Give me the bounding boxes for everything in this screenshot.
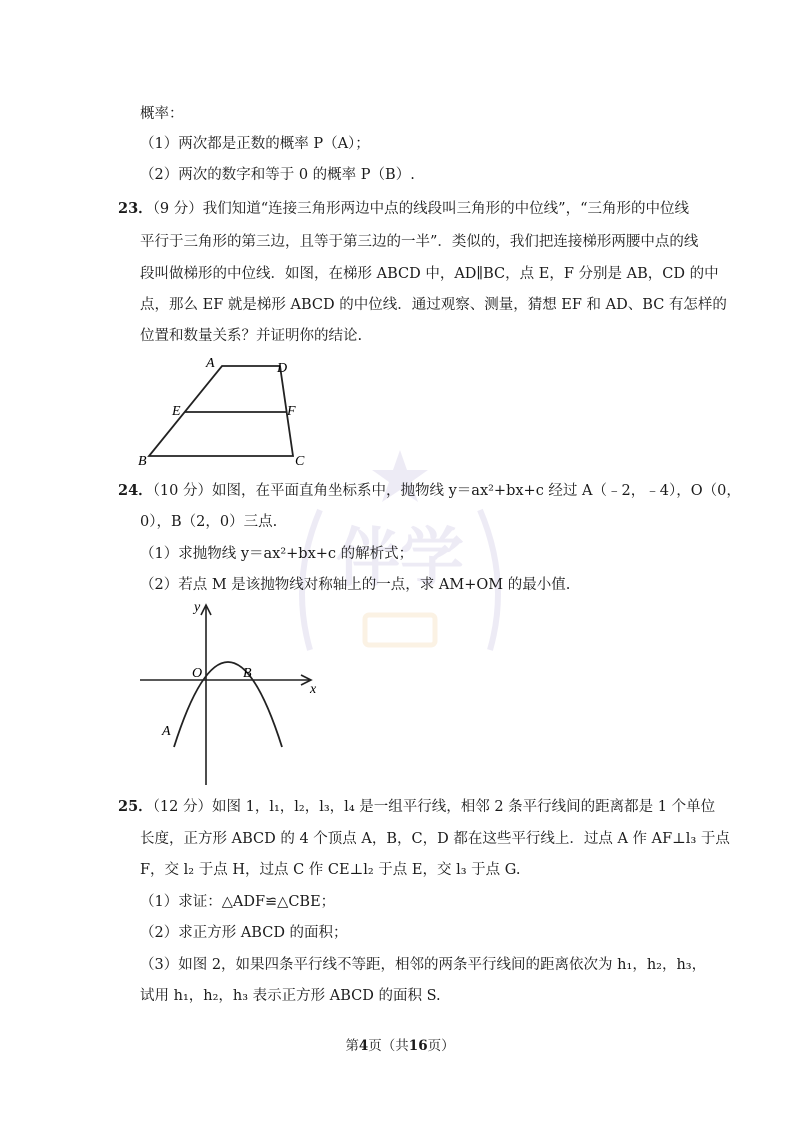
label-a-point: A	[162, 724, 171, 739]
q23-text1: （9 分）我们知道“连接三角形两边中点的线段叫三角形的中位线”，“三角形的中位线	[152, 201, 690, 217]
q25-part1: （1）求证：△ADF≌△CBE；	[140, 894, 336, 910]
label-o: O	[192, 666, 203, 681]
label-f: F	[287, 404, 296, 419]
q24-part1: （1）求抛物线 y＝ax²+bx+c 的解析式；	[140, 546, 414, 562]
line-probability: 概率：	[140, 106, 184, 122]
label-x: x	[310, 682, 317, 697]
q24-text1: （10 分）如图，在平面直角坐标系中，抛物线 y＝ax²+bx+c 经过 A（﹣2，﹣4），O（0，	[152, 483, 741, 499]
label-b: B	[138, 454, 147, 469]
label-c: C	[295, 454, 305, 469]
footer-page-number: 4	[358, 1038, 369, 1054]
q22-part1: （1）两次都是正数的概率 P（A）；	[140, 136, 370, 152]
footer-mid: 页（共	[368, 1038, 409, 1054]
footer-suffix: 页）	[427, 1038, 455, 1054]
q24-line2: 0），B（2，0）三点.	[140, 514, 278, 530]
q24-line1	[118, 481, 741, 501]
page-footer	[0, 1034, 800, 1054]
label-a: A	[206, 356, 215, 371]
q24-number: 24．	[118, 482, 153, 499]
footer-total-pages: 16	[408, 1038, 428, 1054]
q25-line1	[118, 797, 715, 817]
parabola-curve	[174, 662, 282, 747]
q22-part2: （2）两次的数字和等于 0 的概率 P（B）.	[140, 167, 415, 183]
label-y: y	[194, 600, 201, 615]
q23-number: 23．	[118, 200, 153, 217]
q23-line1	[118, 199, 689, 219]
q25-number: 25．	[118, 798, 153, 815]
q23-line5: 位置和数量关系？并证明你的结论.	[140, 328, 363, 344]
q25-part3: （3）如图 2，如果四条平行线不等距，相邻的两条平行线间的距离依次为 h₁，h₂，h₃，	[140, 957, 707, 973]
q25-line3: F，交 l₂ 于点 H，过点 C 作 CE⊥l₂ 于点 E，交 l₃ 于点 G.	[140, 862, 521, 878]
q23-line2: 平行于三角形的第三边，且等于第三边的一半”．类似的，我们把连接梯形两腰中点的线	[140, 234, 699, 250]
q23-line4: 点，那么 EF 就是梯形 ABCD 的中位线．通过观察、测量，猜想 EF 和 AD、BC 有怎样的	[140, 297, 727, 313]
label-d: D	[277, 361, 288, 376]
footer-prefix: 第	[345, 1038, 359, 1054]
q24-part2: （2）若点 M 是该抛物线对称轴上的一点，求 AM+OM 的最小值.	[140, 577, 571, 593]
parabola-figure	[130, 595, 330, 795]
watermark-text: 伴学	[336, 522, 464, 596]
q25-text1: （12 分）如图 1，l₁，l₂，l₃，l₄ 是一组平行线，相邻 2 条平行线间的距离都是 1 个单位	[152, 799, 716, 815]
q23-line3: 段叫做梯形的中位线．如图，在梯形 ABCD 中，AD∥BC，点 E，F 分别是 AB，CD 的中	[140, 266, 719, 282]
q25-line2: 长度，正方形 ABCD 的 4 个顶点 A，B，C，D 都在这些平行线上．过点 A 作 AF⊥l₃ 于点	[140, 831, 730, 847]
label-e: E	[172, 404, 181, 419]
q25-part3-cont: 试用 h₁，h₂，h₃ 表示正方形 ABCD 的面积 S.	[140, 988, 441, 1004]
label-b-point: B	[243, 666, 252, 681]
q25-part2: （2）求正方形 ABCD 的面积；	[140, 925, 348, 941]
